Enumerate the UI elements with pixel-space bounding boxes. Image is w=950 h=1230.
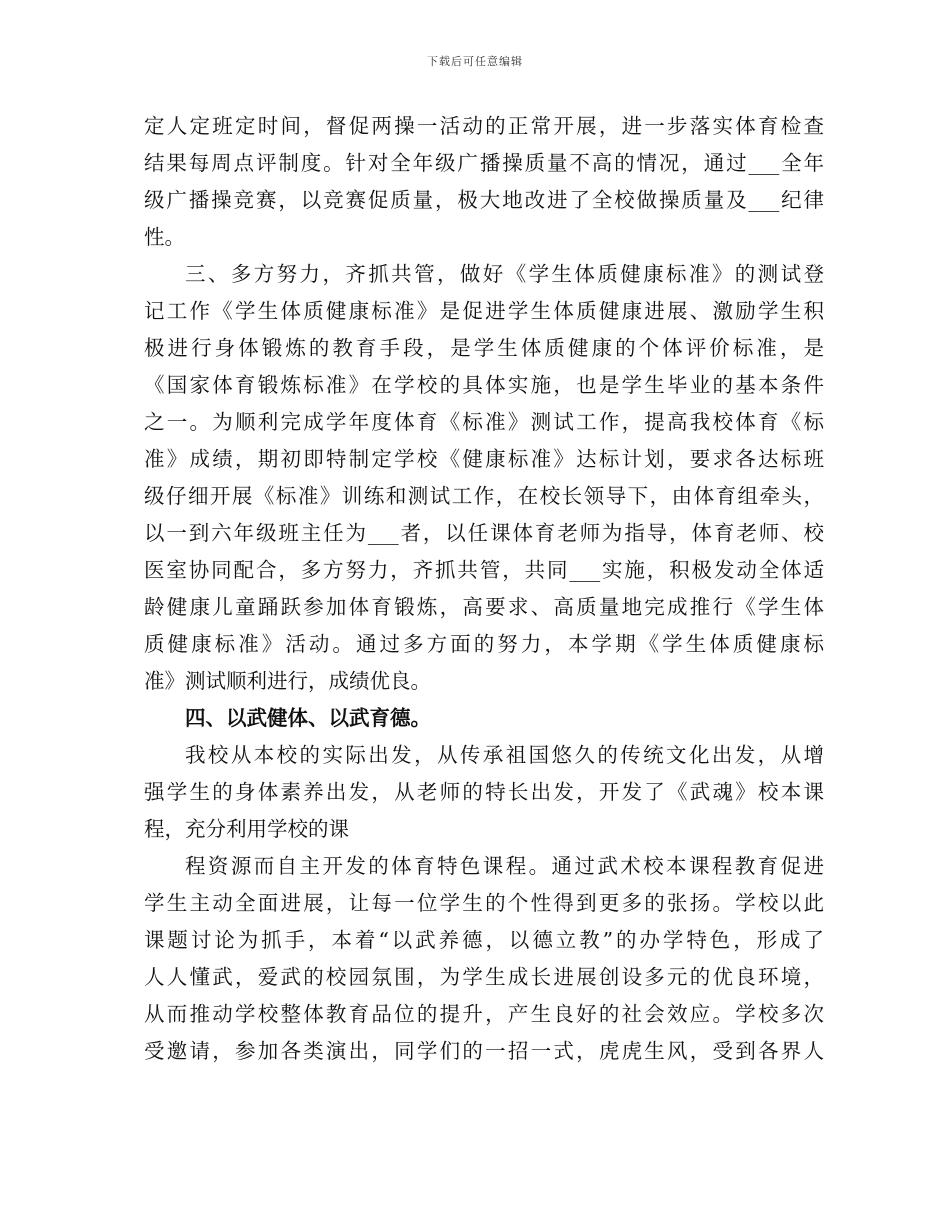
- text-line: 我校从本校的实际出发，从传承祖国悠久的传统文化出发，从增: [185, 743, 824, 767]
- text-line: 程资源而自主开发的体育特色课程。通过武术校本课程教育促进: [185, 854, 824, 878]
- text-line: 准》成绩，期初即特制定学校《健康标准》达标计划，要求各达标班: [144, 447, 824, 471]
- text-line: 从而推动学校整体教育品位的提升，产生良好的社会效应。学校多次: [144, 1002, 824, 1026]
- document-body: [144, 108, 824, 1070]
- text-line: 强学生的身体素养出发，从老师的特长出发，开发了《武魂》校本课: [144, 780, 824, 804]
- text-line: 级广播操竞赛，以竞赛促质量，极大地改进了全校做操质量及___纪律: [144, 188, 824, 212]
- text-line: 性。: [144, 225, 185, 249]
- text-line: 质健康标准》活动。通过多方面的努力，本学期《学生体质健康标: [144, 632, 824, 656]
- text-line: 定人定班定时间，督促两操一活动的正常开展，进一步落实体育检查: [144, 114, 824, 138]
- text-line: 记工作《学生体质健康标准》是促进学生体质健康进展、激励学生积: [144, 299, 824, 323]
- text-line: 准》测试顺利进行，成绩优良。: [144, 669, 431, 693]
- text-line: 极进行身体锻炼的教育手段，是学生体质健康的个体评价标准，是: [144, 336, 824, 360]
- text-line: 受邀请，参加各类演出，同学们的一招一式，虎虎生风，受到各界人: [144, 1039, 824, 1063]
- text-line: 程，充分利用学校的课: [144, 817, 349, 841]
- text-line: 医室协同配合，多方努力，齐抓共管，共同___实施，积极发动全体适: [144, 558, 824, 582]
- text-line: 学生主动全面进展，让每一位学生的个性得到更多的张扬。学校以此: [144, 891, 824, 915]
- page-header: 下载后可任意编辑: [427, 55, 523, 68]
- section-four-heading: 四、以武健体、以武育德。: [185, 706, 431, 730]
- text-line: 之一。为顺利完成学年度体育《标准》测试工作，提高我校体育《标: [144, 410, 824, 434]
- section-three-heading-line: 三、多方努力，齐抓共管，做好《学生体质健康标准》的测试登: [185, 262, 824, 286]
- text-line: 课题讨论为抓手，本着“以武养德，以德立教”的办学特色，形成了: [144, 928, 824, 952]
- text-line: 级仔细开展《标准》训练和测试工作，在校长领导下，由体育组牵头，: [144, 484, 824, 508]
- text-line: 以一到六年级班主任为___者，以任课体育老师为指导，体育老师、校: [144, 521, 824, 545]
- text-line: 人人懂武，爱武的校园氛围，为学生成长进展创设多元的优良环境，: [144, 965, 824, 989]
- text-line: 结果每周点评制度。针对全年级广播操质量不高的情况，通过___全年: [144, 151, 824, 175]
- text-line: 龄健康儿童踊跃参加体育锻炼，高要求、高质量地完成推行《学生体: [144, 595, 824, 619]
- text-line: 《国家体育锻炼标准》在学校的具体实施，也是学生毕业的基本条件: [144, 373, 824, 397]
